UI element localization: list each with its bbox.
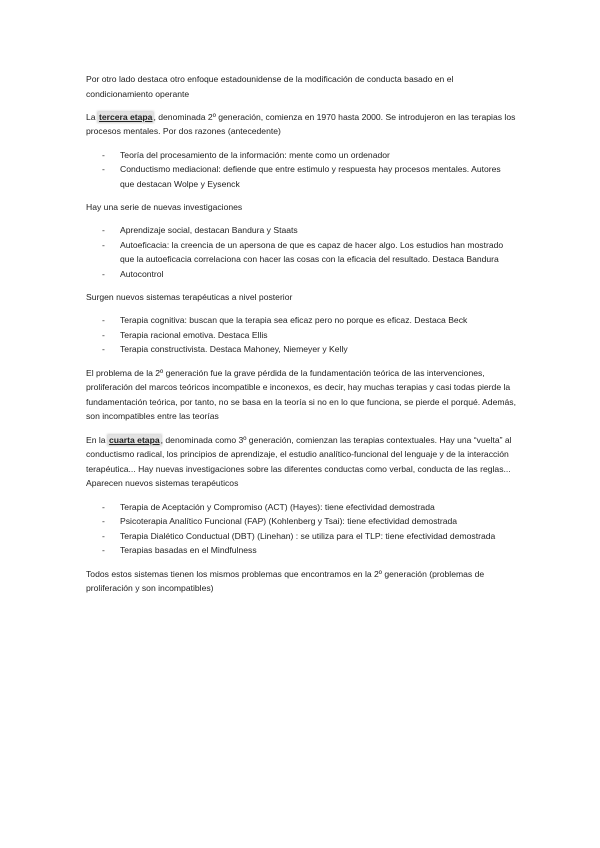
list-item: - Terapia constructivista. Destaca Mahoney, Niemeyer y Kelly xyxy=(86,342,516,357)
paragraph-tercera-etapa xyxy=(86,110,516,139)
list-item: - Conductismo mediacional: defiende que entre estimulo y respuesta hay procesos mentales. Autores que destacan Wolpe y Eysenck xyxy=(86,162,516,191)
list-item: - Terapia cognitiva: buscan que la terapia sea eficaz pero no porque es eficaz. Destaca Beck xyxy=(86,313,516,328)
list-razones xyxy=(86,148,516,192)
list-item: - Psicoterapia Analítico Funcional (FAP) (Kohlenberg y Tsai): tiene efectividad demostrada xyxy=(86,514,516,529)
paragraph-sistemas: Surgen nuevos sistemas terapéuticas a nivel posterior xyxy=(86,292,293,303)
paragraph-text: , denominada como 3º generación, comienzan las terapias contextuales. Hay una “vuelta” al conductismo radical, los principios de aprendizaje, el estudio analítico-funcional del lenguaje y de la interacción terapéutica... Hay nuevas investigaciones sobre las diferentes conductas como verbal, conducta de las reglas... Aparecen nuevos sistemas terapéuticos xyxy=(86,434,512,489)
paragraph-investigaciones: Hay una serie de nuevas investigaciones xyxy=(86,201,243,212)
list-item: - Terapias basadas en el Mindfulness xyxy=(86,543,516,558)
list-item: - Terapia racional emotiva. Destaca Ellis xyxy=(86,328,516,343)
list-terapias xyxy=(86,500,516,558)
highlight-cuarta-etapa: cuarta etapa xyxy=(108,434,160,445)
list-sistemas xyxy=(86,313,516,357)
paragraph-intro: Por otro lado destaca otro enfoque estadounidense de la modificación de conducta basado en el condicionamiento operante xyxy=(86,74,454,99)
paragraph-problema: El problema de la 2º generación fue la grave pérdida de la fundamentación teórica de las intervenciones, proliferación del marcos teóricos incompatible e inconexos, es decir, hay muchas terapias y casi todas pierde la fundamentación teórica, por tanto, no se basa en la teoría si no en lo que funciona, se pierde el porqué. Además, son incompatibles entre las teorías xyxy=(86,367,516,422)
list-item: - Aprendizaje social, destacan Bandura y Staats xyxy=(86,223,516,238)
list-item: - Terapia Dialético Conductual (DBT) (Linehan) : se utiliza para el TLP: tiene efectividad demostrada xyxy=(86,529,516,544)
list-item: - Autoeficacia: la creencia de un apersona de que es capaz de hacer algo. Los estudios han mostrado que la autoeficacia correlaciona con hacer las cosas con la eficacia del resultado. Destaca Bandura xyxy=(86,238,516,267)
list-item: - Terapia de Aceptación y Compromiso (ACT) (Hayes): tiene efectividad demostrada xyxy=(86,500,516,515)
list-item: - Teoría del procesamiento de la información: mente como un ordenador xyxy=(86,148,516,163)
paragraph-text: La xyxy=(86,111,98,122)
list-investigaciones xyxy=(86,223,516,281)
paragraph-text: , denominada 2º generación, comienza en 1970 hasta 2000. Se introdujeron en las terapias los procesos mentales. Por dos razones (antecedente) xyxy=(86,111,516,137)
paragraph-conclusion: Todos estos sistemas tienen los mismos problemas que encontramos en la 2º generación (problemas de proliferación y son incompatibles) xyxy=(86,568,485,594)
paragraph-cuarta-etapa xyxy=(86,433,516,491)
paragraph-text: En la xyxy=(86,434,108,445)
list-item: - Autocontrol xyxy=(86,267,516,282)
highlight-tercera-etapa: tercera etapa xyxy=(98,111,153,122)
